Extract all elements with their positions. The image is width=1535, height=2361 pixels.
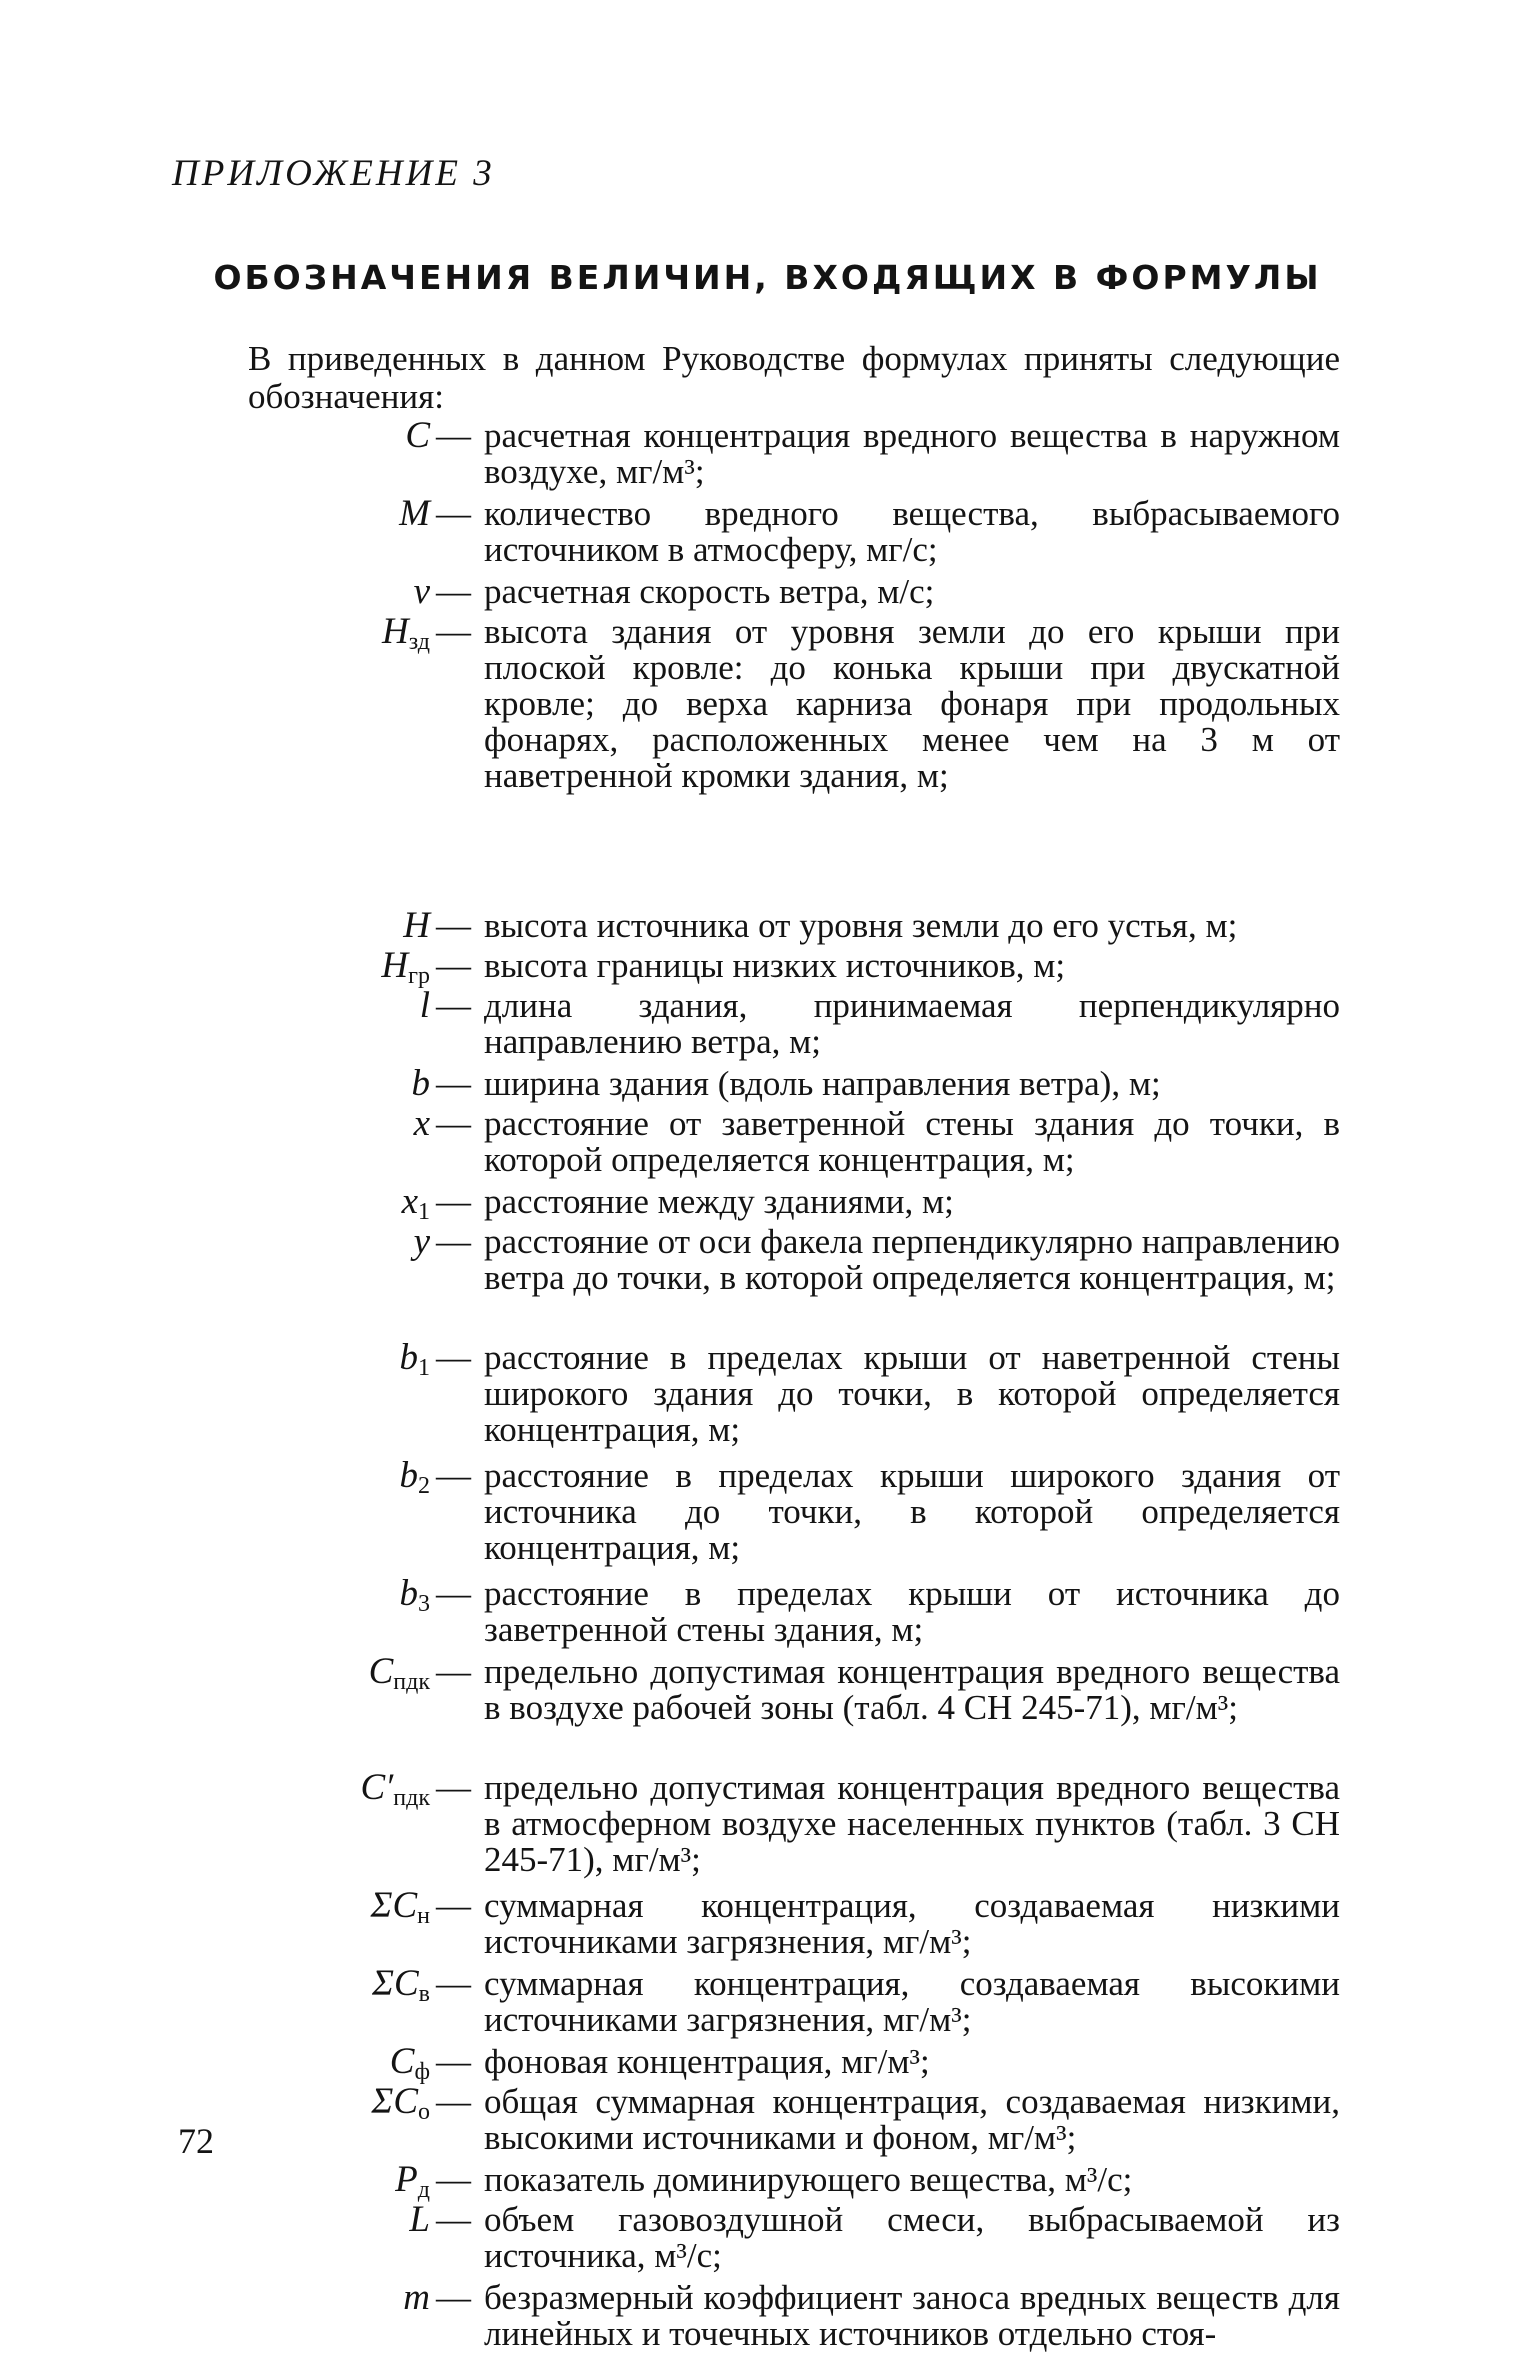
definition-text: общая суммарная концентрация, создаваемая низкими, высокими источниками и фоном, мг/м³; [484, 2082, 1340, 2157]
definition-text: суммарная концентрация, создаваемая высокими источниками загрязнения, мг/м³; [484, 1964, 1340, 2039]
definition-dash: — [436, 1652, 471, 1691]
definition-item [230, 611, 1340, 795]
definition-dash: — [436, 1964, 471, 2003]
symbol-subscript: гр [408, 963, 430, 989]
definition-item [230, 1181, 1340, 1225]
definition-text: безразмерный коэффициент заноса вредных веществ для линейных и точечных источников отдельно стоя- [484, 2278, 1340, 2353]
definition-dash: — [436, 1574, 471, 1613]
symbol-subscript: о [418, 2099, 430, 2125]
symbol-subscript: 2 [418, 1473, 430, 1499]
definition-item [230, 2199, 1340, 2275]
appendix-heading: ПРИЛОЖЕНИЕ 3 [172, 153, 495, 194]
definition-symbol [230, 2081, 436, 2125]
definition-symbol [230, 1573, 436, 1617]
definition-dash: — [436, 906, 471, 945]
definition-text: расстояние в пределах крыши от наветренной стены широкого здания до точки, в которой определяется концентрация, м; [484, 1338, 1340, 1449]
symbol-subscript: 3 [418, 1591, 430, 1617]
definition-dash: — [436, 1222, 471, 1261]
symbol-subscript: пдк [393, 1669, 430, 1695]
definition-item [230, 905, 1340, 946]
definition-dash: — [436, 1064, 471, 1103]
definition-text: расстояние от оси факела перпендикулярно направлению ветра до точки, в которой определяется концентрация, м; [484, 1222, 1340, 1297]
definition-symbol [230, 1103, 436, 1144]
definition-symbol [230, 1885, 436, 1929]
definition-item [230, 415, 1340, 491]
symbol-letter: b [399, 1455, 418, 1496]
definition-dash: — [436, 1456, 471, 1495]
symbol-letter: y [413, 1221, 430, 1262]
definition-item [230, 2277, 1340, 2353]
definition-dash: — [436, 946, 471, 985]
definition-item [230, 571, 1340, 612]
symbol-letter: C [389, 2041, 415, 2082]
definition-text: расчетная скорость ветра, м/с; [484, 572, 935, 611]
symbol-letter: ΣC [371, 2081, 418, 2122]
definition-text: расстояние от заветренной стены здания до точки, в которой определяется концентрация, м; [484, 1104, 1340, 1179]
definition-symbol [230, 571, 436, 612]
symbol-letter: H [381, 945, 409, 986]
symbol-letter: b [411, 1063, 430, 1104]
definition-dash: — [436, 986, 471, 1025]
symbol-subscript: ф [414, 2059, 430, 2085]
definition-dash: — [436, 2082, 471, 2121]
definition-text: объем газовоздушной смеси, выбрасываемой из источника, м³/с; [484, 2200, 1340, 2275]
page-number: 72 [178, 2121, 214, 2161]
definition-text: длина здания, принимаемая перпендикулярно направлению ветра, м; [484, 986, 1340, 1061]
definition-item [230, 493, 1340, 569]
definition-text: высота границы низких источников, м; [484, 946, 1066, 985]
definition-dash: — [436, 1182, 471, 1221]
definition-dash: — [436, 1886, 471, 1925]
definition-symbol [230, 2277, 436, 2318]
symbol-letter: x [401, 1181, 418, 1222]
definition-text: суммарная концентрация, создаваемая низкими источниками загрязнения, мг/м³; [484, 1886, 1340, 1961]
definition-text: высота источника от уровня земли до его устья, м; [484, 906, 1238, 945]
definition-dash: — [436, 2278, 471, 2317]
symbol-letter: M [399, 493, 430, 534]
definition-item [230, 1455, 1340, 1567]
definition-item [230, 1651, 1340, 1727]
symbol-letter: H [403, 905, 430, 946]
definition-symbol [230, 985, 436, 1026]
definition-text: ширина здания (вдоль направления ветра), м; [484, 1064, 1161, 1103]
symbol-letter: v [413, 571, 430, 612]
definition-text: фоновая концентрация, мг/м³; [484, 2042, 930, 2081]
definition-item [230, 945, 1340, 989]
symbol-letter: x [413, 1103, 430, 1144]
definition-text: количество вредного вещества, выбрасываемого источником в атмосферу, мг/с; [484, 494, 1340, 569]
definition-item [230, 2159, 1340, 2203]
definition-text: показатель доминирующего вещества, м³/с; [484, 2160, 1133, 2199]
symbol-subscript: пдк [393, 1785, 430, 1811]
definition-symbol [230, 1651, 436, 1695]
symbol-letter: C′ [360, 1767, 394, 1808]
symbol-letter: m [403, 2277, 430, 2318]
definition-item [230, 1885, 1340, 1961]
definition-symbol [230, 2199, 436, 2240]
definition-text: высота здания от уровня земли до его крыши при плоской кровле: до конька крыши при двускатной кровле; до верха карниза фонаря при продольных фонарях, расположенных менее чем на 3 м от наветренной кромки здания, м; [484, 612, 1340, 795]
definition-symbol [230, 2041, 436, 2085]
definition-dash: — [436, 416, 471, 455]
definition-text: предельно допустимая концентрация вредного вещества в воздухе рабочей зоны (табл. 4 СН 245-71), мг/м³; [484, 1652, 1340, 1727]
definition-dash: — [436, 2042, 471, 2081]
definition-symbol [230, 415, 436, 456]
definition-symbol [230, 1063, 436, 1104]
symbol-letter: b [399, 1573, 418, 1614]
symbol-subscript: 1 [418, 1355, 430, 1381]
symbol-letter: H [382, 611, 409, 652]
definition-symbol [230, 1181, 436, 1225]
definition-text: расстояние между зданиями, м; [484, 1182, 954, 1221]
definition-dash: — [436, 1338, 471, 1377]
definition-dash: — [436, 572, 471, 611]
definition-item [230, 1337, 1340, 1449]
symbol-subscript: зд [408, 629, 430, 655]
symbol-letter: l [419, 985, 430, 1026]
symbol-subscript: н [417, 1903, 430, 1929]
symbol-letter: ΣC [371, 1963, 419, 2004]
definition-item [230, 2041, 1340, 2085]
definition-text: расстояние в пределах крыши от источника до заветренной стены здания, м; [484, 1574, 1340, 1649]
definition-text: предельно допустимая концентрация вредного вещества в атмосферном воздухе населенных пунктов (табл. 3 СН 245-71), мг/м³; [484, 1768, 1340, 1879]
definition-dash: — [436, 1768, 471, 1807]
definition-symbol [230, 1963, 436, 2007]
symbol-subscript: 1 [418, 1199, 430, 1225]
definition-symbol [230, 1221, 436, 1262]
definition-item [230, 1103, 1340, 1179]
definition-symbol [230, 1337, 436, 1381]
definition-dash: — [436, 2200, 471, 2239]
definition-item [230, 1963, 1340, 2039]
definition-item [230, 1221, 1340, 1297]
definition-dash: — [436, 2160, 471, 2199]
definition-symbol [230, 611, 436, 655]
definition-text: расчетная концентрация вредного вещества в наружном воздухе, мг/м³; [484, 416, 1340, 491]
symbol-letter: ΣC [370, 1885, 418, 1926]
symbol-letter: b [399, 1337, 418, 1378]
definition-symbol [230, 945, 436, 989]
definition-symbol [230, 1455, 436, 1499]
definition-dash: — [436, 1104, 471, 1143]
symbol-letter: C [405, 415, 430, 456]
definition-item [230, 1573, 1340, 1649]
definition-item [230, 985, 1340, 1061]
definition-item [230, 1767, 1340, 1879]
definition-symbol [230, 905, 436, 946]
definition-dash: — [436, 612, 471, 651]
definition-symbol [230, 2159, 436, 2203]
definition-item [230, 1063, 1340, 1104]
page-title: ОБОЗНАЧЕНИЯ ВЕЛИЧИН, ВХОДЯЩИХ В ФОРМУЛЫ [213, 258, 1322, 297]
intro-paragraph: В приведенных в данном Руководстве формулах приняты следующие обозначения: [248, 339, 1340, 416]
symbol-subscript: д [417, 2177, 430, 2203]
symbol-subscript: в [418, 1981, 430, 2007]
definition-text: расстояние в пределах крыши широкого здания от источника до точки, в которой определяется концентрация, м; [484, 1456, 1340, 1567]
definition-item [230, 2081, 1340, 2157]
definition-symbol [230, 493, 436, 534]
definition-symbol [230, 1767, 436, 1811]
symbol-letter: P [395, 2159, 418, 2200]
symbol-letter: C [368, 1651, 394, 1692]
symbol-letter: L [409, 2199, 430, 2240]
definition-dash: — [436, 494, 471, 533]
